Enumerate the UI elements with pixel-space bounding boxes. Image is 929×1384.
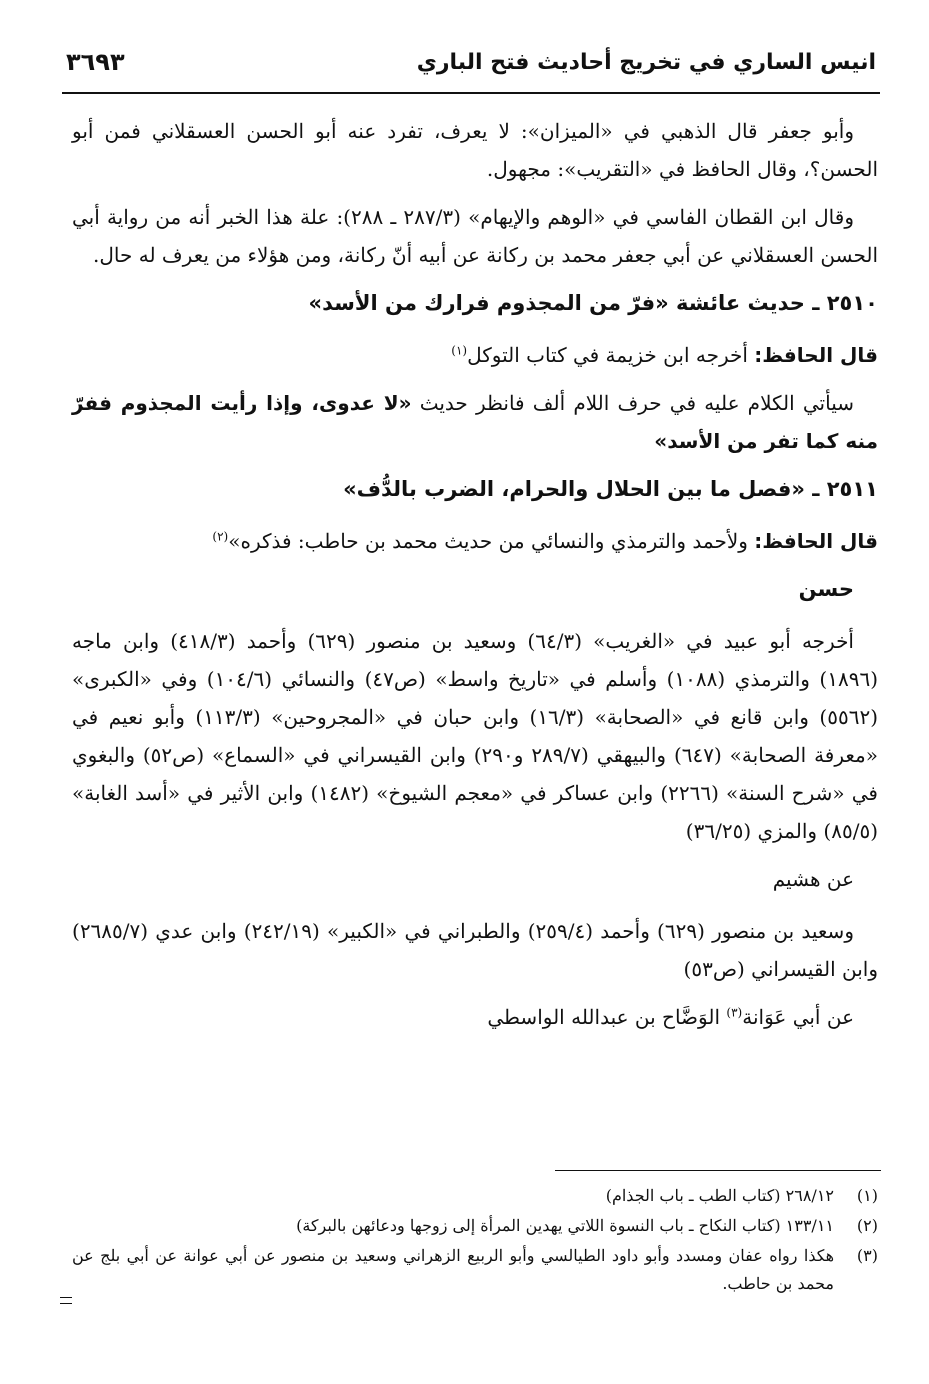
footnote-number: (٣) <box>856 1246 878 1265</box>
footnote-item <box>72 1212 878 1240</box>
hafiz-statement-2511 <box>72 522 878 560</box>
hadith-heading-2510: ٢٥١٠ ـ حديث عائشة «فرّ من المجذوم فرارك من الأسد» <box>308 291 878 315</box>
paragraph-ibn-qattan: وقال ابن القطان الفاسي في «الوهم والإيهام» (٢٨٧/٣ ـ ٢٨٨): علة هذا الخبر أنه من رواية أبي الحسن العسقلاني عن أبي جعفر محمد بن ركانة عن أبيه أنّ ركانة، ومن هؤلاء من يعرف له حال. <box>72 205 878 267</box>
narrator-text: عن أبي عَوَانة <box>742 1005 854 1029</box>
footnote-ref-2: (٢) <box>212 529 229 544</box>
page-number: ٣٦٩٣ <box>66 48 125 76</box>
footnote-item <box>72 1242 878 1298</box>
grade-label: حسن <box>798 577 854 601</box>
footnote-separator <box>555 1170 881 1171</box>
hafiz-text: ولأحمد والترمذي والنسائي من حديث محمد بن حاطب: فذكره» <box>228 529 755 553</box>
cross-ref-hadith: «لا عدوى، وإذا رأيت المجذوم ففرّ منه كما تفر من الأسد» <box>72 391 878 453</box>
narrator-text-rest: الوَضَّاح بن عبدالله الواسطي <box>487 1005 727 1029</box>
continuation-mark <box>60 1297 72 1304</box>
paragraph-takhrij: أخرجه أبو عبيد في «الغريب» (٦٤/٣) وسعيد بن منصور (٦٢٩) وأحمد (٤١٨/٣) وابن ماجه (١٨٩٦) والترمذي (١٠٨٨) وأسلم في «تاريخ واسط» (ص٤٧) والنسائي (١٠٤/٦) وفي «الكبرى» (٥٥٦٢) وابن قانع في «الصحابة» (١٦/٣) وابن حبان في «المجروحين» (١١٣/٣) وأبو نعيم في «معرفة الصحابة» (٦٤٧) والبيهقي (٢٨٩/٧ و٢٩٠) وابن القيسراني في «السماع» (ص٥٢) والبغوي في «شرح السنة» (٢٢٦٦) وابن عساكر في «معجم الشيوخ» (١٤٨٢) وابن الأثير في «أسد الغابة» (٨٥/٥) والمزي (٣٦/٢٥) <box>72 629 878 843</box>
paragraph-takhrij-2: وسعيد بن منصور (٦٢٩) وأحمد (٢٥٩/٤) والطبراني في «الكبير» (٢٤٢/١٩) وابن عدي (٢٦٨٥/٧) وابن القيسراني (ص٥٣) <box>72 919 878 981</box>
footnote-text: ٢٦٨/١٢ (كتاب الطب ـ باب الجذام) <box>605 1186 834 1205</box>
footnote-item <box>72 1182 878 1210</box>
hafiz-statement-2510 <box>72 336 878 374</box>
book-title: انيس الساري في تخريج أحاديث فتح الباري <box>416 50 876 75</box>
footnote-ref-3: (٣) <box>726 1005 743 1020</box>
footnote-number: (١) <box>856 1186 878 1205</box>
hafiz-text: أخرجه ابن خزيمة في كتاب التوكل <box>467 343 755 367</box>
hadith-heading-2511: ٢٥١١ ـ «فصل ما بين الحلال والحرام، الضرب بالدُّف» <box>343 477 878 501</box>
narrator-hushaym: عن هشيم <box>772 867 854 891</box>
hafiz-label: قال الحافظ: <box>754 529 878 553</box>
hafiz-label: قال الحافظ: <box>754 343 878 367</box>
footnote-text: هكذا رواه عفان ومسدد وأبو داود الطيالسي وأبو الربيع الزهراني وسعيد بن منصور عن أبي عوانة عن أبي بلج عن محمد بن حاطب. <box>72 1246 835 1293</box>
cross-ref-text: سيأتي الكلام عليه في حرف اللام ألف فانظر حديث <box>411 391 854 415</box>
narrator-abu-awana <box>72 998 878 1036</box>
footnote-number: (٢) <box>856 1216 878 1235</box>
paragraph-cross-reference <box>72 384 878 460</box>
footnote-text: ١٣٣/١١ (كتاب النكاح ـ باب النسوة اللاتي يهدين المرأة إلى زوجها ودعائهن بالبركة) <box>296 1216 834 1235</box>
footnote-ref-1: (١) <box>451 343 468 358</box>
paragraph-dhahabi: وأبو جعفر قال الذهبي في «الميزان»: لا يعرف، تفرد عنه أبو الحسن العسقلاني فمن أبو الحسن؟، وقال الحافظ في «التقريب»: مجهول. <box>72 119 878 181</box>
footnotes <box>72 1180 878 1300</box>
running-header <box>62 42 880 94</box>
main-text <box>72 112 878 1050</box>
